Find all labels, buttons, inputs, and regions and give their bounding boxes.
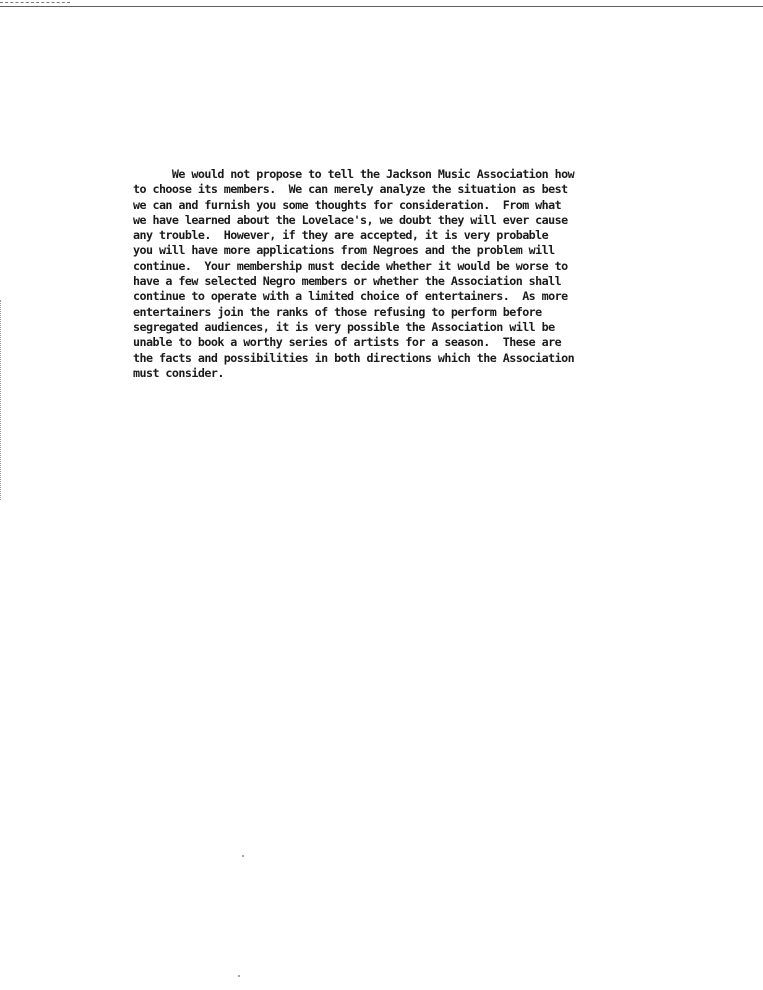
scan-speck bbox=[242, 855, 244, 857]
paragraph-line: continue. Your membership must decide whether it would be worse to bbox=[133, 258, 568, 273]
paragraph-line: We would not propose to tell the Jackson Music Association how bbox=[133, 167, 575, 181]
scan-speck bbox=[238, 975, 240, 977]
page-left-edge-marks bbox=[0, 300, 5, 500]
paragraph-line: we have learned about the Lovelace's, we doubt they will ever cause bbox=[133, 212, 568, 227]
paragraph-line: to choose its members. We can merely analyze the situation as best bbox=[133, 182, 568, 197]
paragraph-line: entertainers join the ranks of those refusing to perform before bbox=[133, 304, 542, 319]
letter-paragraph bbox=[133, 167, 638, 381]
paragraph-line: the facts and possibilities in both directions which the Association bbox=[133, 350, 575, 365]
paragraph-line: continue to operate with a limited choice of entertainers. As more bbox=[133, 289, 568, 304]
paragraph-line: any trouble. However, if they are accepted, it is very probable bbox=[133, 228, 549, 243]
page-top-edge-line bbox=[0, 6, 763, 7]
page-top-edge-dash bbox=[0, 2, 70, 3]
paragraph-line: you will have more applications from Negroes and the problem will bbox=[133, 243, 555, 258]
paragraph-line: unable to book a worthy series of artists for a season. These are bbox=[133, 335, 562, 350]
paragraph-line: we can and furnish you some thoughts for consideration. From what bbox=[133, 197, 562, 212]
paragraph-line: have a few selected Negro members or whether the Association shall bbox=[133, 274, 562, 289]
paragraph-line: must consider. bbox=[133, 365, 224, 380]
paragraph-line: segregated audiences, it is very possible the Association will be bbox=[133, 319, 555, 334]
